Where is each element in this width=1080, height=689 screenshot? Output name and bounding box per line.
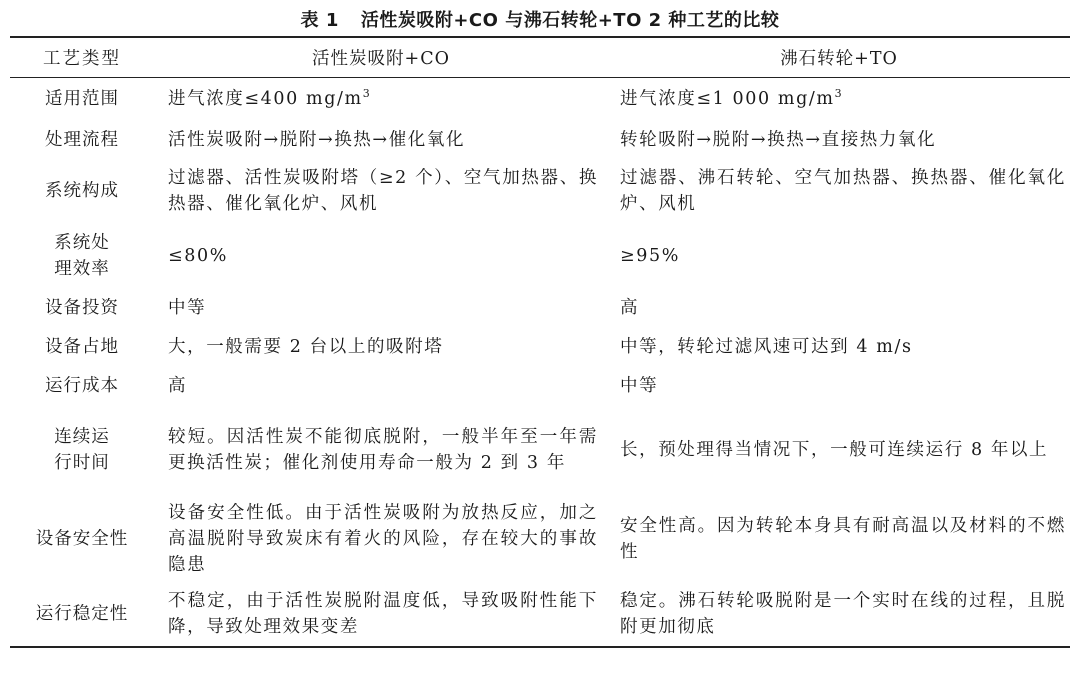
row-label-line: 理效率: [54, 258, 110, 279]
cell-to: 长，预处理得当情况下，一般可连续运行 8 年以上: [620, 439, 1049, 460]
header-process-type: 工艺类型: [10, 37, 154, 78]
row-label: 处理流程: [45, 129, 119, 150]
cell-text: 进气浓度≤1 000 mg/m: [620, 89, 835, 110]
table-row: [10, 583, 1070, 647]
cell-to: 高: [620, 297, 640, 318]
cell-co: 较短。因活性炭不能彻底脱附，一般半年至一年需更换活性炭；催化剂使用寿命一般为 2 到 3 年: [168, 426, 598, 473]
header-activated-carbon-co: 活性炭吸附+CO: [154, 37, 608, 78]
header-zeolite-rotor-to: 沸石转轮+TO: [608, 37, 1070, 78]
cell-to: 稳定。沸石转轮吸脱附是一个实时在线的过程，且脱附更加彻底: [620, 591, 1066, 637]
comparison-table: [10, 36, 1070, 648]
cell-co: 过滤器、活性炭吸附塔（≥2 个）、空气加热器、换热器、催化氧化炉、风机: [168, 167, 598, 214]
header-row: [10, 37, 1070, 78]
row-label-line: 行时间: [54, 452, 110, 473]
row-label: 运行稳定性: [35, 604, 129, 624]
row-label: 设备占地: [45, 336, 119, 357]
table-number: 表 1: [300, 10, 339, 31]
cell-co: 不稳定，由于活性炭脱附温度低，导致吸附性能下降，导致处理效果变差: [168, 591, 598, 637]
table-row: [10, 159, 1070, 223]
cell-co: 中等: [168, 297, 207, 318]
table-row: [10, 78, 1070, 121]
table-row: [10, 327, 1070, 367]
table-row: [10, 367, 1070, 405]
row-label: [10, 223, 154, 289]
row-label-line: 系统处: [54, 232, 110, 253]
superscript: 3: [362, 87, 372, 101]
cell-co: ≤80%: [168, 245, 228, 266]
cell-co: 高: [168, 375, 188, 396]
cell-to: 中等: [620, 375, 659, 396]
row-label: 适用范围: [45, 89, 119, 110]
cell-to: 安全性高。因为转轮本身具有耐高温以及材料的不燃性: [620, 515, 1066, 562]
row-label: 系统构成: [45, 180, 119, 201]
cell-to: [608, 78, 1070, 121]
table-row: [10, 405, 1070, 495]
cell-to: ≥95%: [620, 245, 680, 266]
row-label-line: 连续运: [54, 426, 110, 447]
row-label: 设备投资: [45, 297, 119, 318]
cell-co: [154, 78, 608, 121]
superscript: 3: [834, 87, 844, 101]
table-row: [10, 495, 1070, 583]
cell-to: 过滤器、沸石转轮、空气加热器、换热器、催化氧化炉、风机: [620, 167, 1066, 214]
cell-to: 中等，转轮过滤风速可达到 4 m/s: [620, 336, 913, 357]
table-title: 活性炭吸附+CO 与沸石转轮+TO 2 种工艺的比较: [360, 10, 780, 31]
cell-co: 大，一般需要 2 台以上的吸附塔: [168, 336, 444, 357]
table-row: [10, 121, 1070, 159]
row-label: 运行成本: [45, 375, 119, 396]
cell-co: 设备安全性低。由于活性炭吸附为放热反应，加之高温脱附导致炭床有着火的风险，存在较大的事故隐患: [168, 502, 598, 575]
table-row: [10, 289, 1070, 327]
row-label: [10, 405, 154, 495]
cell-co: 活性炭吸附→脱附→换热→催化氧化: [168, 129, 466, 150]
cell-text: 进气浓度≤400 mg/m: [168, 89, 363, 110]
cell-to: 转轮吸附→脱附→换热→直接热力氧化: [620, 129, 937, 150]
row-label: 设备安全性: [35, 528, 129, 549]
table-caption: [0, 6, 1080, 32]
table-row: [10, 223, 1070, 289]
